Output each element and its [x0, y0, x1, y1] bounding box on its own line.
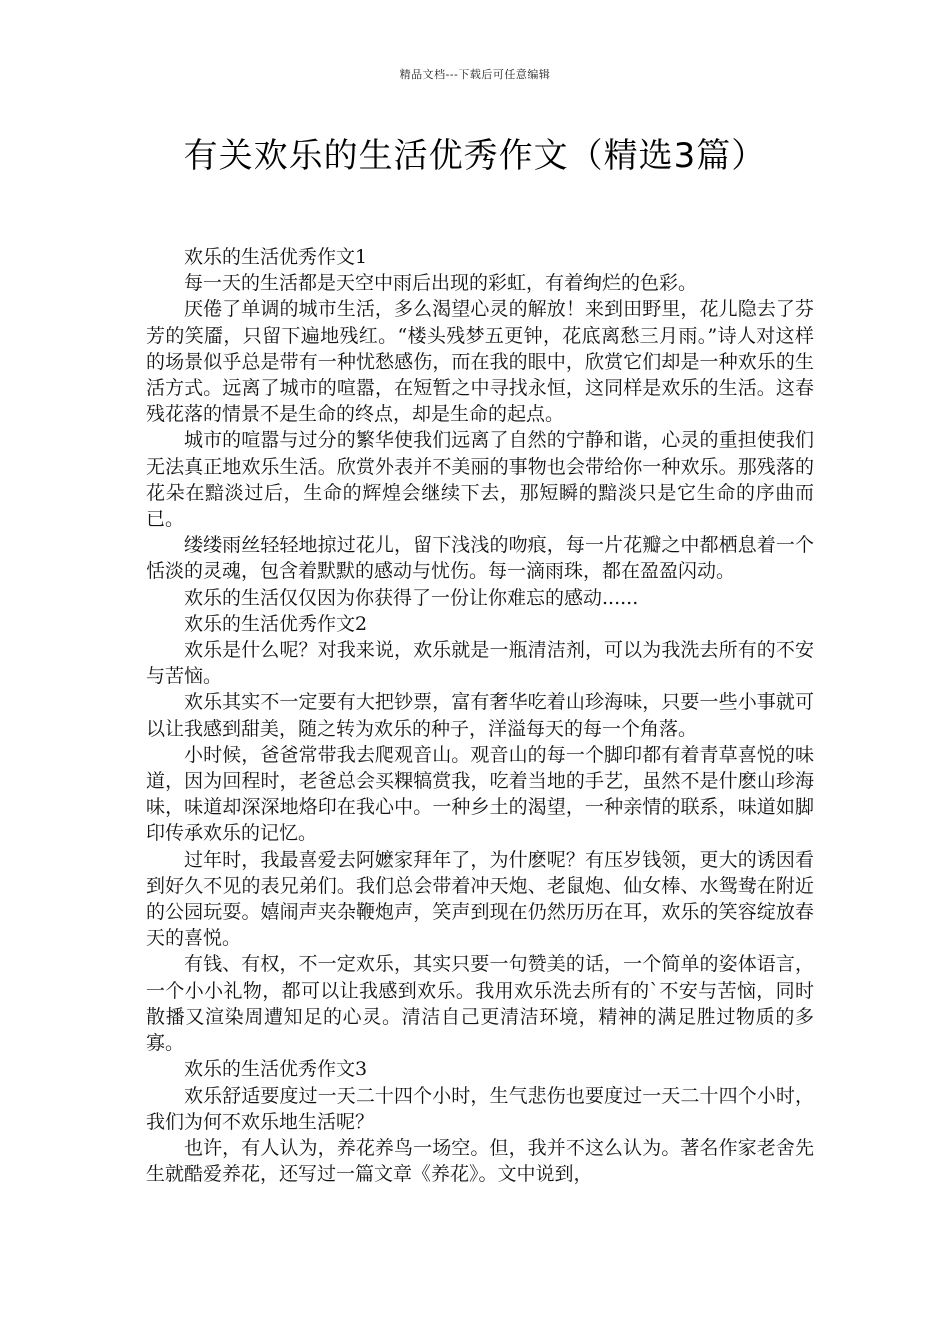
paragraph: 过年时，我最喜爱去阿嬷家拜年了，为什麽呢？有压岁钱领，更大的诱因看到好久不见的表兄弟们。我们总会带着冲天炮、老鼠炮、仙女棒、水鸳鸯在附近的公园玩耍。嬉闹声夹杂鞭炮声，笑声到现在仍然历历在耳，欢乐的笑容绽放春天的喜悦。	[146, 848, 814, 950]
paragraph: 厌倦了单调的城市生活，多么渴望心灵的解放！来到田野里，花儿隐去了芬芳的笑靥，只留下遍地残红。“楼头残梦五更钟，花底离愁三月雨。”诗人对这样的场景似乎总是带有一种忧愁感伤，而在我的眼中，欣赏它们却是一种欢乐的生活方式。远离了城市的喧嚣，在短暂之中寻找永恒，这同样是欢乐的生活。这春残花落的情景不是生命的终点，却是生命的起点。	[146, 298, 814, 426]
paragraph: 缕缕雨丝轻轻地掠过花儿，留下浅浅的吻痕，每一片花瓣之中都栖息着一个恬淡的灵魂，包含着默默的感动与忧伤。每一滴雨珠，都在盈盈闪动。	[146, 534, 814, 583]
header-note: 精品文档---下载后可任意编辑	[399, 68, 551, 81]
paragraph: 欢乐舒适要度过一天二十四个小时，生气悲伤也要度过一天二十四个小时，我们为何不欢乐地生活呢？	[146, 1084, 814, 1133]
document-title: 有关欢乐的生活优秀作文（精选3篇）	[183, 136, 767, 176]
section-heading-1: 欢乐的生活优秀作文1	[184, 246, 368, 268]
paragraph: 欢乐的生活仅仅因为你获得了一份让你难忘的感动......	[184, 586, 639, 609]
paragraph: 欢乐是什么呢？对我来说，欢乐就是一瓶清洁剂，可以为我洗去所有的不安与苦恼。	[146, 639, 814, 688]
paragraph: 有钱、有权，不一定欢乐，其实只要一句赞美的话，一个简单的姿体语言，一个小小礼物，都可以让我感到欢乐。我用欢乐洗去所有的`不安与苦恼，同时散播又渲染周遭知足的心灵。清洁自己更清洁环境，精神的满足胜过物质的多寡。	[146, 953, 814, 1055]
paragraph: 小时候，爸爸常带我去爬观音山。观音山的每一个脚印都有着青草喜悦的味道，因为回程时，老爸总会买粿犒赏我，吃着当地的手艺，虽然不是什麽山珍海味，味道却深深地烙印在我心中。一种乡土的渴望，一种亲情的联系，味道如脚印传承欢乐的记忆。	[146, 743, 814, 845]
paragraph: 每一天的生活都是天空中雨后出现的彩虹，有着绚烂的色彩。	[184, 272, 698, 295]
paragraph: 城市的喧嚣与过分的繁华使我们远离了自然的宁静和谐，心灵的重担使我们无法真正地欢乐生活。欣赏外表并不美丽的事物也会带给你一种欢乐。那残落的花朵在黯淡过后，生命的辉煌会继续下去，那短瞬的黯淡只是它生命的序曲而已。	[146, 429, 814, 531]
section-heading-3: 欢乐的生活优秀作文3	[184, 1058, 368, 1081]
paragraph: 欢乐其实不一定要有大把钞票，富有奢华吃着山珍海味，只要一些小事就可以让我感到甜美，随之转为欢乐的种子，洋溢每天的每一个角落。	[146, 691, 814, 740]
section-heading-2: 欢乐的生活优秀作文2	[184, 612, 368, 635]
document-body	[146, 244, 814, 1187]
paragraph: 也许，有人认为，养花养鸟一场空。但，我并不这么认为。著名作家老舍先生就酷爱养花，还写过一篇文章《养花》。文中说到，	[146, 1136, 814, 1186]
